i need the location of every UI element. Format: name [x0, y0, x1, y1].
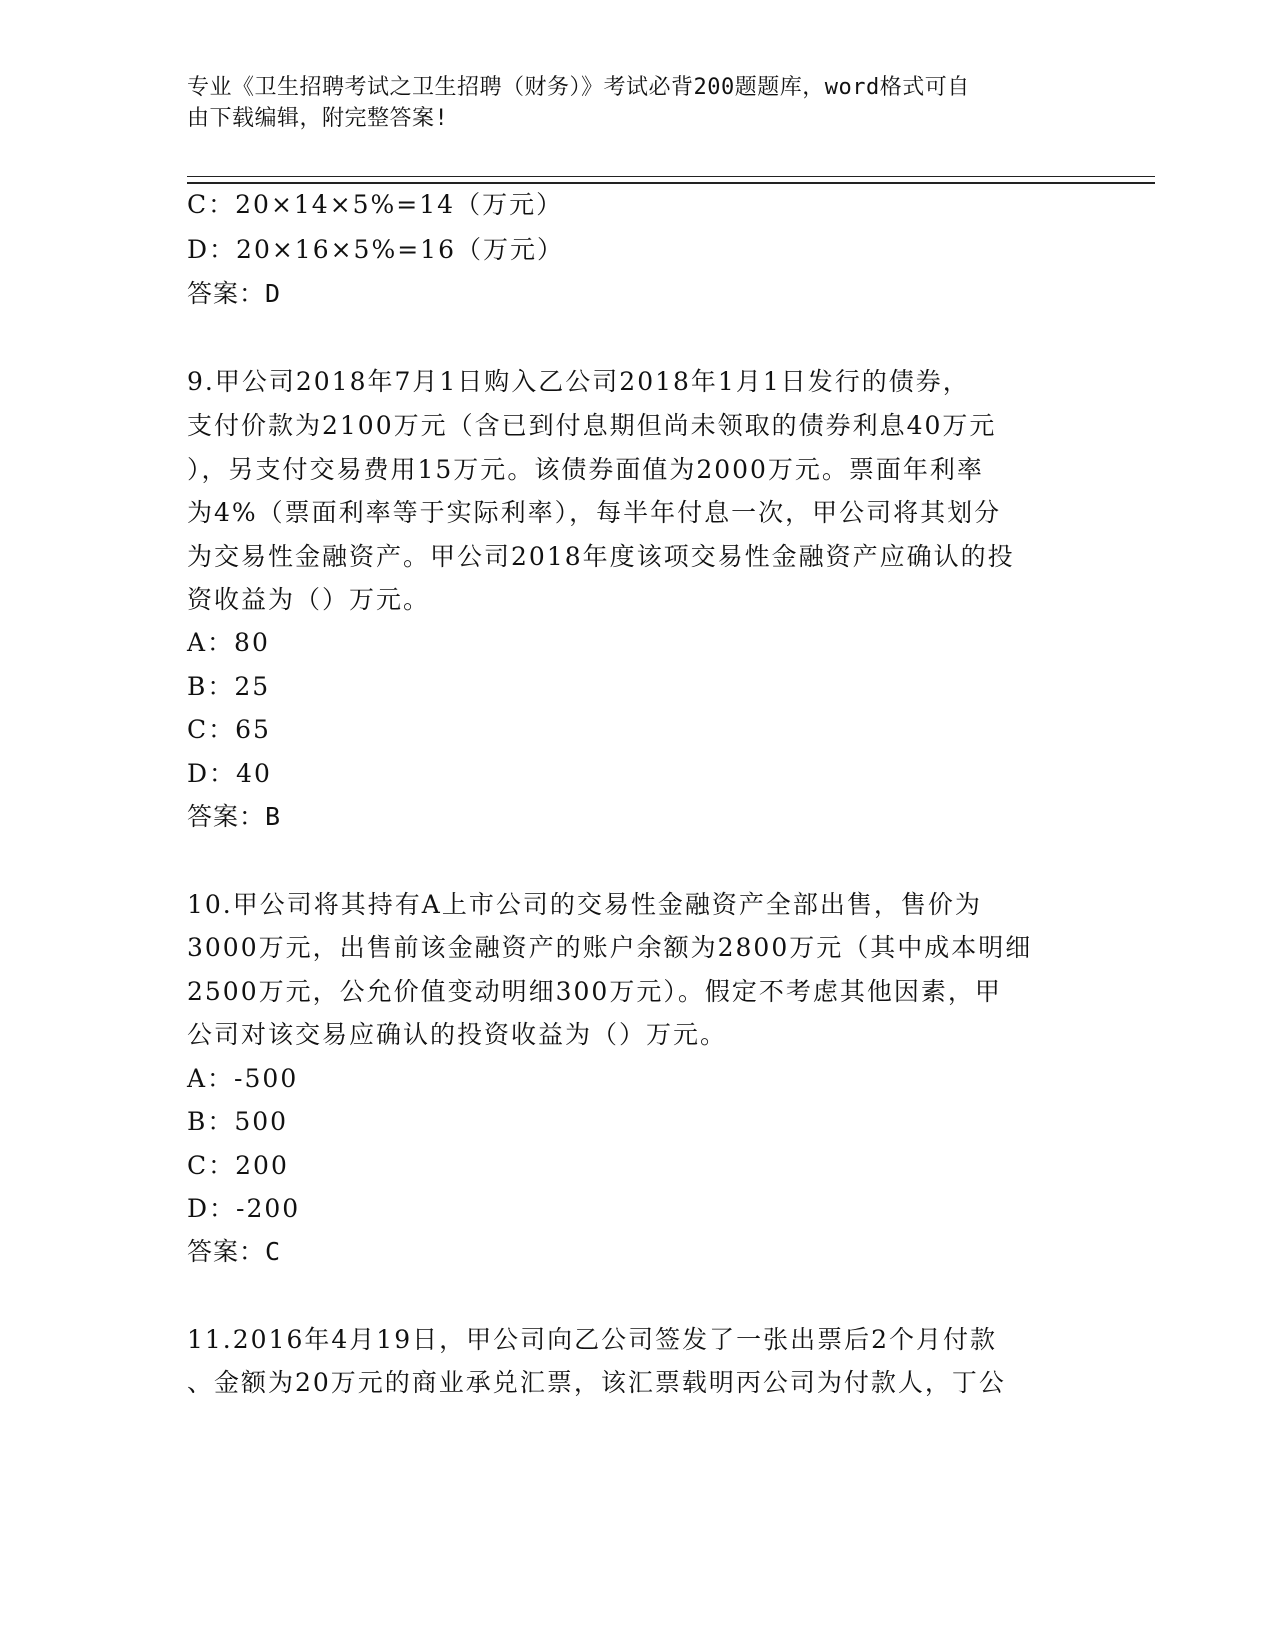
- q11-text-line: 11.2016年4月19日，甲公司向乙公司签发了一张出票后2个月付款: [187, 1325, 998, 1354]
- q9-text-line: ），另支付交易费用15万元。该债券面值为2000万元。票面年利率: [187, 455, 984, 484]
- q11-text-line: 、金额为20万元的商业承兑汇票，该汇票载明丙公司为付款人，丁公: [187, 1368, 1006, 1397]
- q9-option-d: D：40: [187, 759, 272, 788]
- q10-text-line: 公司对该交易应确认的投资收益为（）万元。: [187, 1020, 728, 1049]
- q10-option-b: B：500: [187, 1107, 289, 1136]
- prev-option-c: C：20×14×5%=14（万元）: [187, 190, 564, 219]
- q10-text-line: 3000万元，出售前该金融资产的账户余额为2800万元（其中成本明细: [187, 933, 1033, 962]
- header-title-line-1: 专业《卫生招聘考试之卫生招聘（财务）》考试必背200题题库，word格式可自: [187, 75, 970, 100]
- q9-answer: 答案：B: [187, 802, 282, 831]
- prev-answer: 答案：D: [187, 279, 282, 308]
- q9-text-line: 为交易性金融资产。甲公司2018年度该项交易性金融资产应确认的投: [187, 542, 1015, 571]
- q10-option-c: C：200: [187, 1151, 289, 1180]
- q10-text-line: 2500万元，公允价值变动明细300万元）。假定不考虑其他因素，甲: [187, 977, 1002, 1006]
- q10-option-d: D：-200: [187, 1194, 301, 1223]
- q9-option-b: B：25: [187, 672, 271, 701]
- q9-text-line: 为4%（票面利率等于实际利率），每半年付息一次，甲公司将其划分: [187, 498, 1002, 527]
- header-title-line-2: 由下载编辑，附完整答案!: [187, 106, 449, 131]
- q9-text-line: 支付价款为2100万元（含已到付息期但尚未领取的债券利息40万元: [187, 411, 997, 440]
- q9-option-c: C：65: [187, 715, 271, 744]
- q10-text-line: 10.甲公司将其持有A上市公司的交易性金融资产全部出售，售价为: [187, 890, 982, 919]
- q9-option-a: A：80: [187, 628, 270, 657]
- q10-answer: 答案：C: [187, 1237, 282, 1266]
- header-divider: [187, 176, 1155, 184]
- document-header: [187, 72, 1087, 134]
- q9-text-line: 9.甲公司2018年7月1日购入乙公司2018年1月1日发行的债券，: [187, 367, 970, 396]
- prev-option-d: D：20×16×5%=16（万元）: [187, 235, 564, 264]
- q10-option-a: A：-500: [187, 1064, 299, 1093]
- q9-text-line: 资收益为（）万元。: [187, 585, 431, 614]
